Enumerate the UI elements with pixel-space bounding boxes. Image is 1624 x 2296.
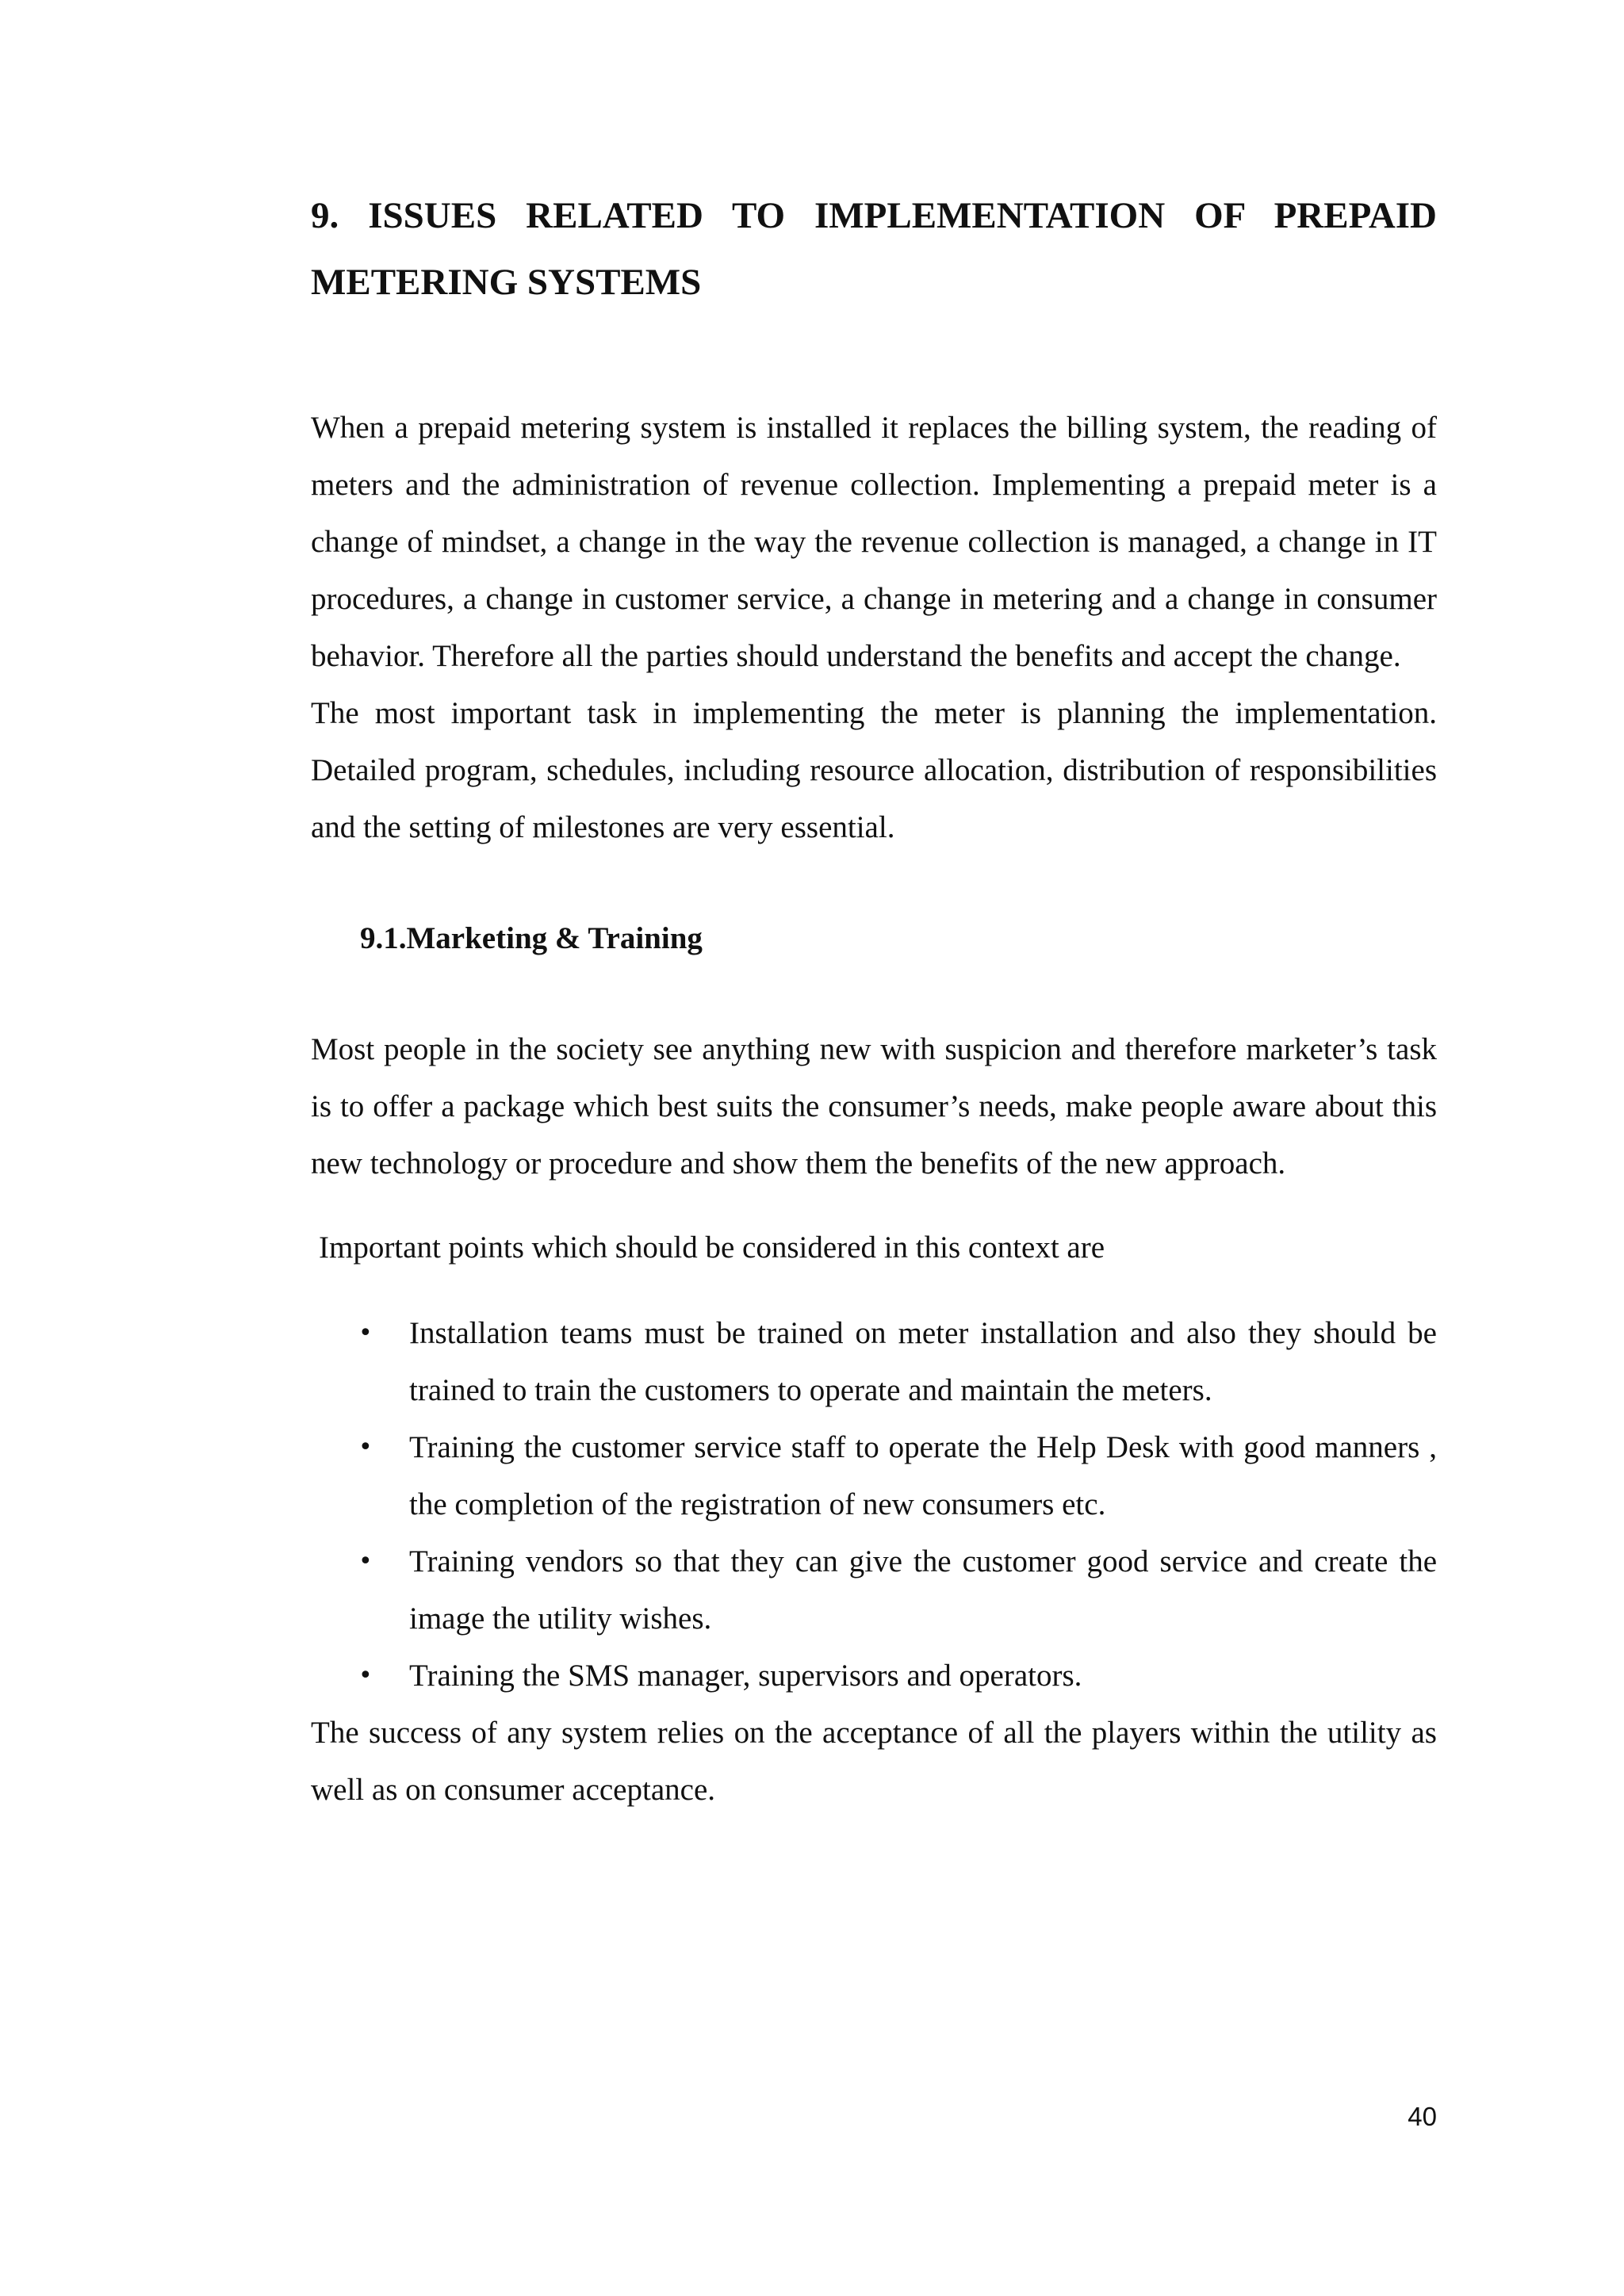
page-content xyxy=(311,182,1437,1819)
bullet-text: Training the customer service staff to operate the Help Desk with good manners , the completion of the registration of new consumers etc. xyxy=(409,1430,1437,1521)
bullet-text: Training the SMS manager, supervisors and operators. xyxy=(409,1659,1082,1693)
bullet-text: Training vendors so that they can give the customer good service and create the image the utility wishes. xyxy=(409,1544,1437,1636)
bullet-item-customer-service xyxy=(311,1419,1437,1533)
intro-paragraph-2: The most important task in implementing the meter is planning the implementation. Detailed program, schedules, including resource allocation, distribution of responsibilities and the setting of milestones are very essential. xyxy=(311,696,1437,844)
considerations-intro: Important points which should be considered in this context are xyxy=(319,1230,1105,1265)
intro-paragraph-1: When a prepaid metering system is installed it replaces the billing system, the reading of meters and the administration of revenue collection. Implementing a prepaid meter is a change of mindset, a change in the way the revenue collection is managed, a change in IT procedures, a change in customer service, a change in metering and a change in consumer behavior. Therefore all the parties should understand the benefits and accept the change. xyxy=(311,411,1437,673)
chapter-title: 9. ISSUES RELATED TO IMPLEMENTATION OF PREPAID METERING SYSTEMS xyxy=(311,195,1437,303)
bullet-icon: • xyxy=(358,1433,373,1461)
bullet-item-sms-manager xyxy=(311,1647,1437,1705)
closing-paragraph: The success of any system relies on the acceptance of all the players within the utility as well as on consumer acceptance. xyxy=(311,1716,1437,1807)
section-title: 9.1.Marketing & Training xyxy=(360,921,703,955)
bullet-item-vendors xyxy=(311,1533,1437,1647)
page-number: 40 xyxy=(1408,2102,1437,2131)
bullet-icon: • xyxy=(358,1548,373,1575)
bullet-text: Installation teams must be trained on meter installation and also they should be trained to train the customers to operate and maintain the meters. xyxy=(409,1316,1437,1407)
bullet-icon: • xyxy=(358,1662,373,1689)
bullet-icon: • xyxy=(358,1319,373,1347)
training-bullet-list xyxy=(311,1305,1437,1705)
section-paragraph-1: Most people in the society see anything new with suspicion and therefore marketer’s task is to offer a package which best suits the consumer’s needs, make people aware about this new technology or procedure and show them the benefits of the new approach. xyxy=(311,1032,1437,1181)
bullet-item-installation-teams xyxy=(311,1305,1437,1419)
